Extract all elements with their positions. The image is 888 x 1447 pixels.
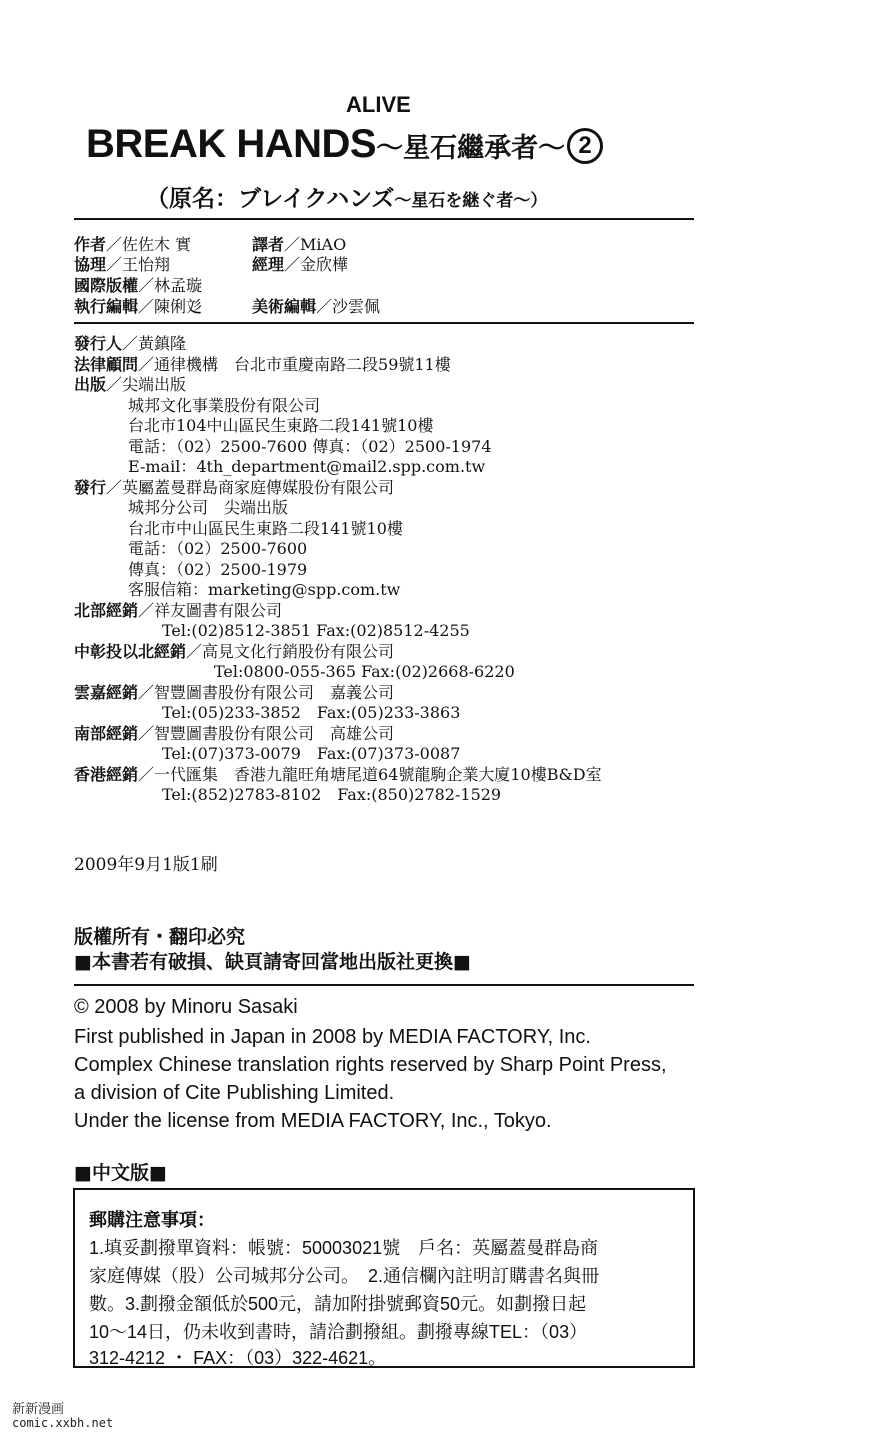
credit-value: ／沙雲佩: [316, 297, 381, 316]
order-notice-line: 312-4212 ・ FAX：（03）322-4621。: [89, 1348, 387, 1368]
credit-label: 美術編輯: [252, 297, 317, 316]
credit-label: 國際版權: [74, 276, 139, 295]
distribution-phone: 電話：（02）2500-7600: [128, 539, 308, 558]
credit-value: ／王怡翔: [106, 255, 171, 274]
yunjia-distributor: 雲嘉經銷／智豐圖書股份有限公司 嘉義公司: [74, 683, 395, 702]
order-notice-line: 1.填妥劃撥單資料：帳號：50003021號 戶名：英屬蓋曼群島商: [89, 1238, 599, 1258]
hongkong-distributor-contact: Tel:(852)2783-8102 Fax:(850)2782-1529: [162, 785, 502, 804]
replacement-notice: ■本書若有破損、缺頁請寄回當地出版社更換■: [74, 951, 471, 973]
credit-value: ／林孟璇: [138, 276, 203, 295]
central-distributor-contact: Tel:0800-055-365 Fax:(02)2668-6220: [214, 662, 515, 681]
credit-international-rights: [74, 273, 202, 296]
credit-value: ／金欣樺: [284, 255, 349, 274]
title-suffix: 〜星石繼承者〜: [376, 133, 566, 164]
original-title-sub: 〜星石を継ぐ者〜）: [394, 191, 548, 211]
credit-label: 經理: [252, 255, 285, 274]
original-title-main: （原名：ブレイクハンズ: [146, 185, 395, 212]
credit-value: ／MiAO: [284, 235, 347, 254]
publisher-email: E-mail：4th_department@mail2.spp.com.tw: [128, 457, 486, 476]
license-line: Under the license from MEDIA FACTORY, Inc., Tokyo.: [74, 1110, 552, 1132]
volume-badge: 2: [567, 128, 603, 164]
watermark-name: 新新漫画: [12, 1402, 65, 1417]
watermark-url: comic.xxbh.net: [12, 1416, 114, 1430]
publisher-line: 發行人／黃鎮隆: [74, 334, 187, 353]
order-notice-line: 10〜14日，仍未收到書時，請洽劃撥組。劃撥專線TEL：（03）: [89, 1322, 588, 1342]
distribution-fax: 傳真：（02）2500-1979: [128, 560, 308, 579]
translation-rights-line: Complex Chinese translation rights reserved by Sharp Point Press,: [74, 1054, 667, 1076]
book-title: [86, 122, 603, 167]
distribution-address: 台北市中山區民生東路二段141號10樓: [128, 519, 403, 538]
north-distributor: 北部經銷／祥友圖書有限公司: [74, 601, 283, 620]
divider-credits: [74, 322, 694, 324]
chinese-edition-label: ■中文版■: [74, 1162, 167, 1184]
credit-manager: [252, 252, 348, 275]
order-notice-line: 家庭傳媒（股）公司城邦分公司。 2.通信欄內註明訂購書名與冊: [89, 1266, 600, 1286]
credit-label: 譯者: [252, 235, 285, 254]
first-published-line: First published in Japan in 2008 by MEDIA FACTORY, Inc.: [74, 1026, 591, 1048]
original-title: [146, 180, 547, 213]
distribution-branch: 城邦分公司 尖端出版: [128, 498, 289, 517]
distribution-line: 發行／英屬蓋曼群島商家庭傳媒股份有限公司: [74, 478, 395, 497]
north-distributor-contact: Tel:(02)8512-3851 Fax:(02)8512-4255: [162, 621, 470, 640]
legal-counsel-line: 法律顧問／通律機構 台北市重慶南路二段59號11樓: [74, 355, 451, 374]
credit-label: 作者: [74, 235, 107, 254]
title-main: BREAK HANDS: [86, 122, 377, 166]
south-distributor-contact: Tel:(07)373-0079 Fax:(07)373-0087: [162, 744, 461, 763]
division-line: a division of Cite Publishing Limited.: [74, 1082, 395, 1104]
yunjia-distributor-contact: Tel:(05)233-3852 Fax:(05)233-3863: [162, 703, 461, 722]
divider-header: [74, 218, 694, 220]
publishing-line: 出版／尖端出版: [74, 375, 187, 394]
rights-reserved: 版權所有・翻印必究: [74, 926, 246, 948]
central-distributor: 中彰投以北經銷／高見文化行銷股份有限公司: [74, 642, 395, 661]
publisher-phone-fax: 電話：（02）2500-7600 傳真：（02）2500-1974: [128, 437, 492, 456]
credit-value: ／佐佐木 實: [106, 235, 192, 254]
edition-date: 2009年9月1版1刷: [74, 855, 218, 875]
hongkong-distributor: 香港經銷／一代匯集 香港九龍旺角塘尾道64號龍駒企業大廈10樓B&D室: [74, 765, 602, 784]
series-label: ALIVE: [346, 92, 411, 117]
order-notice-line: 數。3.劃撥金額低於500元，請加附掛號郵資50元。如劃撥日起: [89, 1294, 587, 1314]
credit-label: 協理: [74, 255, 107, 274]
order-notice-heading: 郵購注意事項：: [89, 1210, 215, 1230]
credit-value: ／陳俐彣: [138, 297, 203, 316]
divider-rights: [74, 984, 694, 986]
south-distributor: 南部經銷／智豐圖書股份有限公司 高雄公司: [74, 724, 395, 743]
credit-executive-editor: [74, 294, 202, 317]
copyright-line: © 2008 by Minoru Sasaki: [74, 996, 298, 1018]
customer-service-email: 客服信箱：marketing@spp.com.tw: [128, 580, 401, 599]
credit-art-editor: [252, 294, 380, 317]
credit-label: 執行編輯: [74, 297, 139, 316]
credit-associate-manager: [74, 252, 170, 275]
order-notice-box: [73, 1188, 695, 1368]
publisher-address: 台北市104中山區民生東路二段141號10樓: [128, 416, 434, 435]
publisher-company: 城邦文化事業股份有限公司: [128, 396, 321, 415]
